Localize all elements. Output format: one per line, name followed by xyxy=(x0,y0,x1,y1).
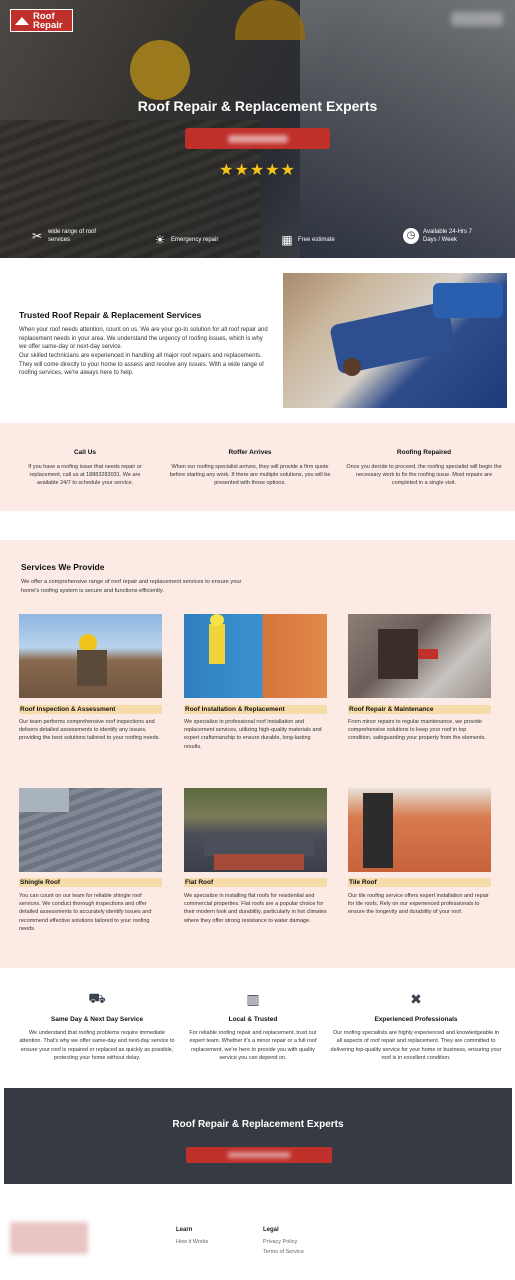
sun-icon: ☀ xyxy=(154,233,166,247)
service-desc: Our team performs comprehensive roof inspections and delivers detailed assessments to identify any issues, providing the best solutions tailored to your roofing needs. xyxy=(19,719,160,742)
step-call xyxy=(18,449,152,487)
cta-band xyxy=(4,1088,512,1184)
feature-emergency xyxy=(153,233,218,247)
trusted-photo xyxy=(283,273,507,408)
why-experienced xyxy=(330,990,502,1062)
band-cta-button[interactable] xyxy=(186,1147,332,1163)
why-same-day xyxy=(17,990,177,1062)
feature-label: Free estimate xyxy=(298,237,335,243)
service-desc: You can count on our team for reliable shingle roof services. We conduct thorough inspections and offer detailed assessments to accurately identify issues and recommend effective solutions tailored to your roofing needs. xyxy=(19,893,152,932)
step-desc: When our roofing specialist arrives, they will provide a firm quote before starting any work. If there are multiple solutions, you will be presented with those options. xyxy=(169,464,331,486)
footer-learn xyxy=(176,1225,208,1247)
feature-range xyxy=(30,228,110,244)
services-intro: We offer a comprehensive range of roof repair and replacement services to ensure your home's roofing system is secure and functions efficiently. xyxy=(21,579,242,594)
service-title: Tile Roof xyxy=(348,878,491,887)
why-title: Experienced Professionals xyxy=(374,1016,458,1023)
step-title: Roofing Repaired xyxy=(396,449,452,456)
phone-button[interactable] xyxy=(451,12,503,26)
band-title: Roof Repair & Replacement Experts xyxy=(172,1119,344,1130)
calculator-icon: ▦ xyxy=(281,233,293,247)
brand-line2: Repair xyxy=(33,19,63,31)
brand-line1: Roof xyxy=(33,10,55,22)
why-title: Local & Trusted xyxy=(228,1016,278,1023)
footer-link-privacy[interactable]: Privacy Policy xyxy=(263,1238,298,1245)
services-section xyxy=(0,540,515,968)
hero-section xyxy=(0,0,515,258)
brand-logo[interactable] xyxy=(10,9,73,32)
why-desc: Our roofing specialists are highly experienced and knowledgeable in all aspects of roof repair and replacement. They are committed to delivering top-quality service for your home or business, ensuring your roof is in excellent condition. xyxy=(330,1030,502,1061)
trusted-paragraph-2: Our skilled technicians are experienced in handling all major roof repairs and replacements. They will come directly to your home to assess and resolve any issues. With a wide range of roofing services, we're always here to help. xyxy=(19,353,264,377)
service-title: Shingle Roof xyxy=(19,878,162,887)
truck-icon: ⛟ xyxy=(88,989,106,1006)
service-image-tile xyxy=(348,788,491,872)
hero-cta-button[interactable] xyxy=(185,128,330,149)
step-repaired xyxy=(345,449,503,487)
step-title: Roffer Arrives xyxy=(228,449,272,456)
services-title: Services We Provide xyxy=(21,562,105,572)
service-image-shingle xyxy=(19,788,162,872)
footer-legal xyxy=(263,1225,304,1258)
step-arrives xyxy=(167,449,333,487)
house-icon xyxy=(14,13,30,29)
service-desc: Our tile roofing service offers expert installation and repair for tile roofs. Rely on our experienced professionals to ensure the longevity and durability of your roof. xyxy=(348,893,489,916)
tools-icon: ✂ xyxy=(31,229,43,243)
trusted-title: Trusted Roof Repair & Replacement Services xyxy=(19,310,202,320)
service-image-inspection xyxy=(19,614,162,698)
service-image-flat xyxy=(184,788,327,872)
feature-estimate xyxy=(280,233,335,247)
service-title: Roof Repair & Maintenance xyxy=(348,705,491,714)
why-desc: For reliable roofing repair and replacement, trust our expert team. Whether it's a minor repair or a full roof replacement, we're here to provide you with quality service you can depend on. xyxy=(189,1030,317,1061)
service-desc: We specialize in installing flat roofs for residential and commercial properties. Flat roofs are a popular choice for their modern look and durability, particularly in hot climates where they offer strong resistance to water damage. xyxy=(184,893,327,924)
service-title: Flat Roof xyxy=(184,878,327,887)
service-desc: From minor repairs to regular maintenance, we provide comprehensive solutions to keep your roof in top condition, safeguarding your property from the elements. xyxy=(348,719,486,742)
step-title: Call Us xyxy=(73,449,97,456)
feature-label: wide range of roof services xyxy=(48,229,97,243)
footer-heading: Learn xyxy=(176,1227,193,1233)
feature-availability xyxy=(403,228,475,244)
why-title: Same Day & Next Day Service xyxy=(50,1016,144,1023)
clock-icon: ◷ xyxy=(403,228,419,244)
footer-link-how-it-works[interactable]: How it Works xyxy=(176,1238,209,1245)
footer-logo[interactable] xyxy=(10,1222,88,1254)
how-it-works-section xyxy=(0,423,515,511)
service-desc: We specialize in professional roof installation and replacement services, utilizing high-quality materials and expert craftsmanship to ensure durable, long-lasting results. xyxy=(184,719,322,750)
service-image-installation xyxy=(184,614,327,698)
service-image-repair xyxy=(348,614,491,698)
service-title: Roof Installation & Replacement xyxy=(184,705,327,714)
feature-label: Emergency repair xyxy=(171,237,219,243)
hero-title: Roof Repair & Replacement Experts xyxy=(137,98,378,114)
why-local xyxy=(186,990,320,1062)
rating-stars: ★★★★★ xyxy=(219,162,296,179)
service-title: Roof Inspection & Assessment xyxy=(19,705,162,714)
step-desc: Once you decide to proceed, the roofing specialist will begin the necessary work to fix the roofing issue. Most repairs are completed in a single visit. xyxy=(346,464,502,486)
step-desc: If you have a roofing issue that needs repair or replacement, call us at 18883283031. We are available 24/7 to schedule your service. xyxy=(28,464,142,486)
city-icon: ▥ xyxy=(246,990,260,1007)
trusted-paragraph-1: When your roof needs attention, count on us. We are your go-to solution for all roof repair and replacement needs in your area. We understand the urgency of roofing issues, which is why we offer same-day or next-day service. xyxy=(19,327,268,351)
why-desc: We understand that roofing problems require immediate attention. That's why we offer same-day and next-day service to ensure your roof is repaired or replaced as quickly as possible, protecting your home without delay. xyxy=(19,1030,175,1061)
feature-label: Available 24-Hrs 7 Days / Week xyxy=(423,229,472,243)
footer-link-terms[interactable]: Terms of Service xyxy=(263,1249,304,1255)
footer-heading: Legal xyxy=(263,1227,279,1233)
tools-icon: ✖ xyxy=(410,990,422,1007)
